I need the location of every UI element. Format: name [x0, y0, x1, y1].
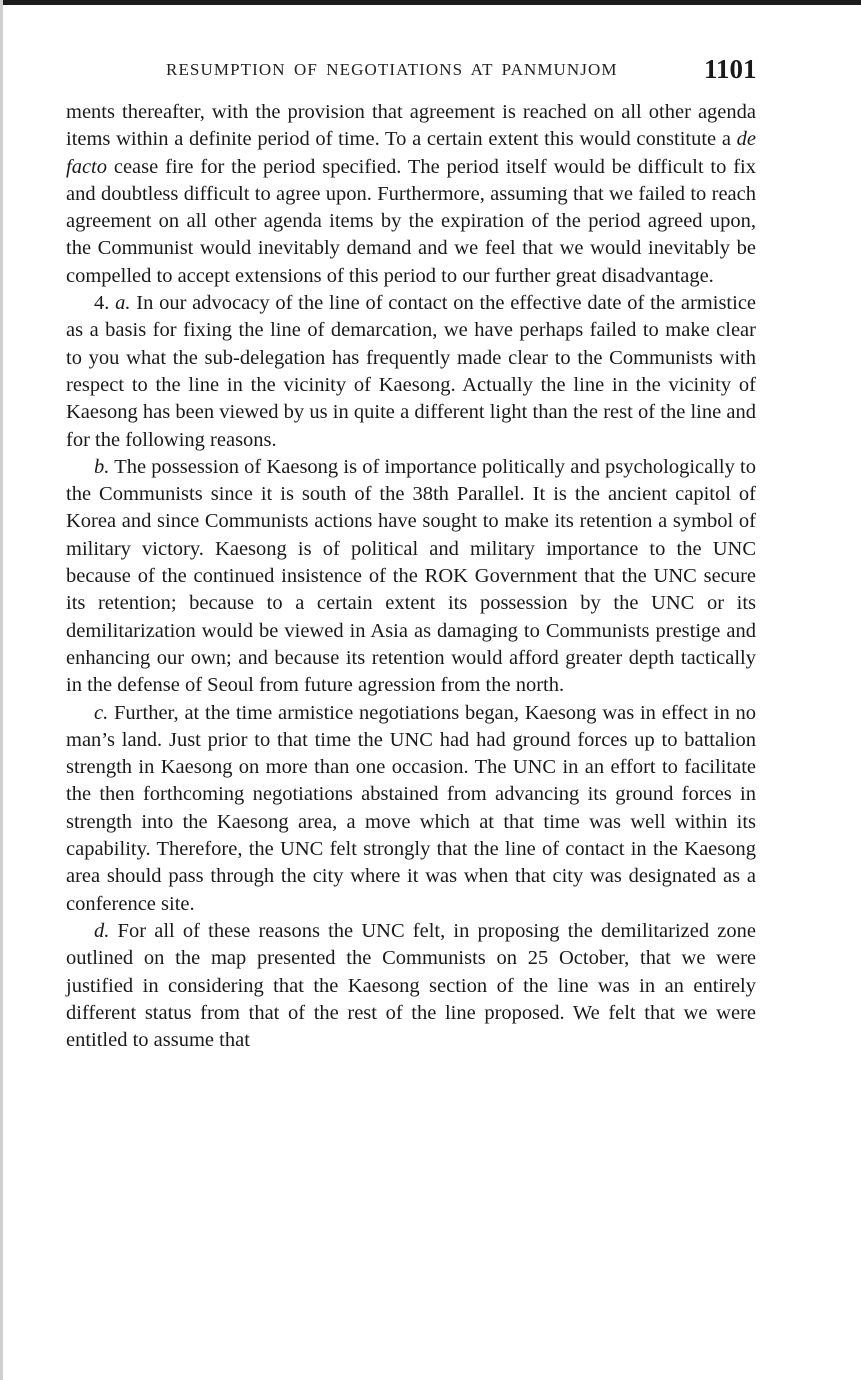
paragraph-text: Further, at the time armistice negotiations began, Kaesong was in effect in no man’s land. Just prior to that time the UNC had had ground forces up to battalion strength in Kaesong on more than one occasion. The UNC in an effort to facilitate the then forthcoming negotiations abstained from advancing its ground forces in strength into the Kaesong area, a move which at that time was well within its capability. Therefore, the UNC felt strongly that the line of contact in the Kaesong area should pass through the city where it was when that city was designated as a conference site.	[66, 701, 756, 915]
paragraph-4b	[66, 454, 756, 700]
paragraph-4c	[66, 700, 756, 918]
paragraph-label: a.	[115, 292, 131, 315]
top-border	[0, 0, 861, 5]
paragraph-text: In our advocacy of the line of contact on the effective date of the armistice as a basis for fixing the line of demarcation, we have perhaps failed to make clear to you what the sub-delegation has frequently made clear to the Communists with respect to the line in the vicinity of Kaesong. Actually the line in the vicinity of Kaesong has been viewed by us in quite a different light than the rest of the line and for the following reasons.	[66, 292, 757, 451]
italic-term: de facto	[66, 128, 756, 178]
running-head	[160, 54, 760, 94]
paragraph-text: cease fire for the period specified. The period itself would be difficult to fix and doubtless difficult to agree upon. Furthermore, assuming that we failed to reach agreement on all other agenda items by the expiration of the period agreed upon, the Communist would inevitably demand and we feel that we would inevitably be compelled to accept extensions of this period to our further great disadvantage.	[66, 155, 756, 287]
page-left-edge	[0, 0, 3, 1380]
paragraph-continuation	[66, 99, 756, 290]
paragraph-4d	[66, 918, 756, 1054]
paragraph-text: The possession of Kaesong is of importance politically and psychologically to the Communists since it is south of the 38th Parallel. It is the ancient capitol of Korea and since Communists actions have sought to make its retention a symbol of military victory. Kaesong is of political and military importance to the UNC because of the continued insistence of the ROK Government that the UNC secure its retention; because to a certain extent its possession by the UNC or its demilitarization would be viewed in Asia as damaging to Communists prestige and enhancing our own; and because its retention would afford greater depth tactically in the defense of Seoul from future agression from the north.	[66, 455, 756, 697]
page-number: 1101	[704, 54, 757, 84]
paragraph-label: c.	[94, 701, 109, 724]
paragraph-label: d.	[94, 919, 110, 942]
paragraph-text: ments thereafter, with the provision that agreement is reached on all other agenda items within a definite period of time. To a certain extent this would constitute a	[66, 101, 756, 151]
paragraph-4a	[66, 290, 756, 454]
paragraph-number: 4.	[94, 292, 116, 315]
body-text	[66, 99, 756, 1054]
paragraph-text: For all of these reasons the UNC felt, in proposing the demilitarized zone outlined on the map presented the Communists on 25 October, that we were justified in considering that the Kaesong section of the line was in an entirely different status from that of the rest of the line proposed. We felt that we were entitled to assume that	[66, 919, 756, 1052]
paragraph-label: b.	[94, 455, 110, 478]
running-title: RESUMPTION OF NEGOTIATIONS AT PANMUNJOM	[166, 60, 618, 79]
